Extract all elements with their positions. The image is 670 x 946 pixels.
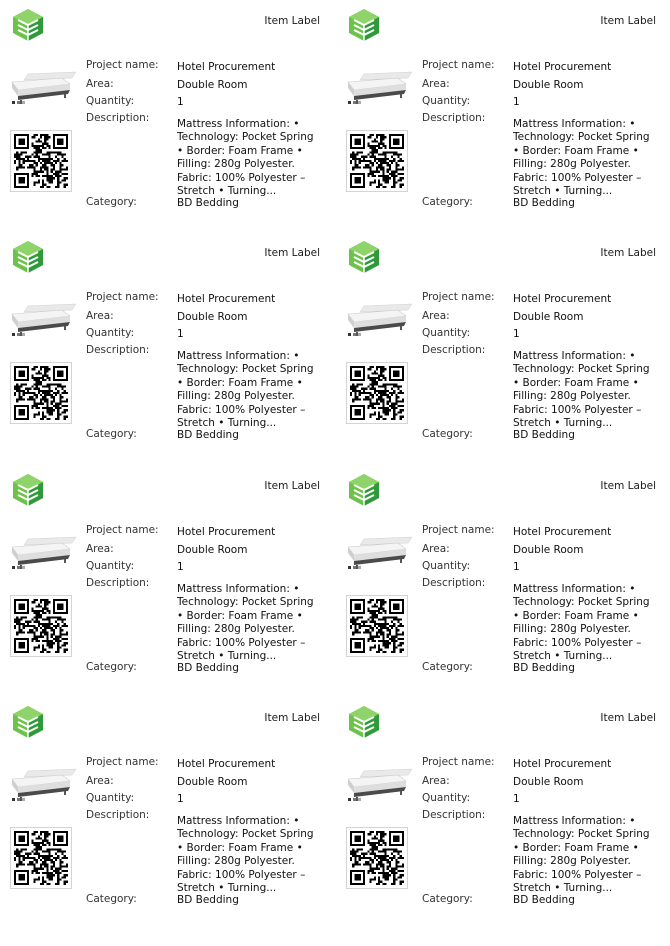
area-label: Area: [86, 310, 114, 322]
description-line: Stretch • Turning... [513, 882, 613, 895]
qr-code [346, 595, 408, 657]
area-label: Area: [86, 78, 114, 90]
area-value: Double Room [177, 544, 248, 556]
description-line: Mattress Information: • [513, 350, 636, 362]
label-title: Item Label [264, 247, 320, 259]
description-line: Stretch • Turning... [177, 185, 277, 198]
project-name-label: Project name: [86, 291, 159, 303]
mattress-image-icon [10, 765, 76, 803]
area-value: Double Room [513, 311, 584, 323]
item-label-card [336, 232, 661, 457]
description-value [513, 815, 663, 895]
area-value: Double Room [513, 776, 584, 788]
description-line: Filling: 280g Polyester. [177, 855, 295, 868]
description-line: • Border: Foam Frame • [177, 841, 303, 854]
qr-code-icon [350, 831, 404, 885]
description-line: • Border: Foam Frame • [177, 376, 303, 389]
item-label-card [336, 0, 661, 225]
description-line: Mattress Information: • [513, 118, 636, 130]
category-value: BD Bedding [177, 197, 239, 209]
label-title: Item Label [264, 480, 320, 492]
green-cube-logo-icon [348, 473, 380, 507]
project-name-value: Hotel Procurement [513, 293, 612, 305]
project-name-label: Project name: [86, 756, 159, 768]
quantity-label: Quantity: [86, 560, 135, 572]
mattress-image-icon [10, 68, 76, 106]
description-value [177, 583, 327, 663]
description-line: Filling: 280g Polyester. [513, 158, 631, 171]
category-value: BD Bedding [177, 662, 239, 674]
quantity-label: Quantity: [422, 95, 471, 107]
project-name-label: Project name: [86, 59, 159, 71]
qr-code [346, 130, 408, 192]
description-line: Fabric: 100% Polyester – [513, 403, 642, 416]
green-cube-logo-icon [12, 473, 44, 507]
item-label-card [0, 0, 325, 225]
area-value: Double Room [177, 311, 248, 323]
description-line: Technology: Pocket Spring [177, 363, 314, 376]
quantity-value: 1 [513, 328, 520, 340]
quantity-label: Quantity: [86, 792, 135, 804]
area-label: Area: [422, 310, 450, 322]
description-line: Mattress Information: • [177, 583, 300, 595]
description-line: Fabric: 100% Polyester – [513, 868, 642, 881]
category-label: Category: [86, 893, 137, 905]
description-line: Technology: Pocket Spring [177, 828, 314, 841]
item-label-card [0, 697, 325, 922]
description-line: Fabric: 100% Polyester – [177, 868, 306, 881]
project-name-label: Project name: [422, 524, 495, 536]
qr-code [10, 130, 72, 192]
description-label: Description: [422, 344, 486, 356]
category-label: Category: [86, 428, 137, 440]
qr-code [10, 362, 72, 424]
description-label: Description: [86, 577, 150, 589]
mattress-image-icon [346, 533, 412, 571]
area-label: Area: [422, 78, 450, 90]
project-name-label: Project name: [422, 291, 495, 303]
category-label: Category: [422, 661, 473, 673]
description-line: Technology: Pocket Spring [513, 131, 650, 144]
label-title: Item Label [600, 15, 656, 27]
mattress-image-icon [346, 68, 412, 106]
quantity-value: 1 [177, 96, 184, 108]
quantity-value: 1 [177, 328, 184, 340]
mattress-image-icon [10, 300, 76, 338]
description-line: Stretch • Turning... [177, 417, 277, 430]
item-label-card [336, 697, 661, 922]
area-label: Area: [422, 543, 450, 555]
qr-code-icon [14, 599, 68, 653]
description-line: Technology: Pocket Spring [513, 596, 650, 609]
category-value: BD Bedding [177, 894, 239, 906]
description-line: Stretch • Turning... [177, 882, 277, 895]
qr-code [346, 362, 408, 424]
description-line: Mattress Information: • [513, 815, 636, 827]
quantity-value: 1 [177, 561, 184, 573]
quantity-label: Quantity: [422, 560, 471, 572]
description-line: Fabric: 100% Polyester – [177, 636, 306, 649]
item-label-card [336, 465, 661, 690]
description-line: Filling: 280g Polyester. [513, 623, 631, 636]
qr-code-icon [350, 134, 404, 188]
quantity-label: Quantity: [86, 327, 135, 339]
item-label-card [0, 465, 325, 690]
qr-code [346, 827, 408, 889]
description-line: Mattress Information: • [513, 583, 636, 595]
description-line: Stretch • Turning... [513, 185, 613, 198]
description-value [177, 350, 327, 430]
description-line: • Border: Foam Frame • [513, 841, 639, 854]
label-title: Item Label [600, 247, 656, 259]
area-label: Area: [86, 543, 114, 555]
green-cube-logo-icon [348, 8, 380, 42]
category-label: Category: [86, 661, 137, 673]
mattress-image-icon [10, 533, 76, 571]
description-line: Filling: 280g Polyester. [513, 855, 631, 868]
description-line: Filling: 280g Polyester. [513, 390, 631, 403]
quantity-value: 1 [513, 793, 520, 805]
project-name-label: Project name: [422, 59, 495, 71]
description-line: Stretch • Turning... [513, 417, 613, 430]
category-label: Category: [422, 893, 473, 905]
category-value: BD Bedding [513, 429, 575, 441]
description-line: • Border: Foam Frame • [513, 376, 639, 389]
category-label: Category: [86, 196, 137, 208]
description-line: Fabric: 100% Polyester – [513, 171, 642, 184]
category-value: BD Bedding [177, 429, 239, 441]
quantity-label: Quantity: [86, 95, 135, 107]
area-value: Double Room [513, 79, 584, 91]
description-line: Mattress Information: • [177, 118, 300, 130]
description-line: Technology: Pocket Spring [513, 828, 650, 841]
green-cube-logo-icon [12, 705, 44, 739]
quantity-value: 1 [177, 793, 184, 805]
category-value: BD Bedding [513, 662, 575, 674]
qr-code [10, 827, 72, 889]
description-line: • Border: Foam Frame • [513, 144, 639, 157]
description-line: • Border: Foam Frame • [513, 609, 639, 622]
description-line: Mattress Information: • [177, 350, 300, 362]
project-name-value: Hotel Procurement [177, 293, 276, 305]
quantity-value: 1 [513, 561, 520, 573]
description-line: Stretch • Turning... [513, 650, 613, 663]
description-line: Stretch • Turning... [177, 650, 277, 663]
quantity-label: Quantity: [422, 792, 471, 804]
description-line: Mattress Information: • [177, 815, 300, 827]
mattress-image-icon [346, 765, 412, 803]
project-name-value: Hotel Procurement [177, 61, 276, 73]
description-value [513, 350, 663, 430]
category-value: BD Bedding [513, 894, 575, 906]
green-cube-logo-icon [12, 240, 44, 274]
description-label: Description: [422, 809, 486, 821]
label-title: Item Label [600, 480, 656, 492]
description-label: Description: [86, 344, 150, 356]
label-title: Item Label [600, 712, 656, 724]
description-line: Technology: Pocket Spring [177, 596, 314, 609]
qr-code-icon [350, 366, 404, 420]
project-name-label: Project name: [86, 524, 159, 536]
description-label: Description: [422, 577, 486, 589]
green-cube-logo-icon [348, 705, 380, 739]
area-value: Double Room [177, 79, 248, 91]
description-line: Technology: Pocket Spring [513, 363, 650, 376]
description-line: • Border: Foam Frame • [177, 144, 303, 157]
green-cube-logo-icon [12, 8, 44, 42]
green-cube-logo-icon [348, 240, 380, 274]
description-label: Description: [86, 809, 150, 821]
description-line: Technology: Pocket Spring [177, 131, 314, 144]
description-label: Description: [86, 112, 150, 124]
category-label: Category: [422, 428, 473, 440]
qr-code [10, 595, 72, 657]
item-label-card [0, 232, 325, 457]
category-label: Category: [422, 196, 473, 208]
project-name-value: Hotel Procurement [513, 61, 612, 73]
mattress-image-icon [346, 300, 412, 338]
label-title: Item Label [264, 15, 320, 27]
area-value: Double Room [513, 544, 584, 556]
project-name-value: Hotel Procurement [513, 526, 612, 538]
project-name-label: Project name: [422, 756, 495, 768]
qr-code-icon [14, 366, 68, 420]
project-name-value: Hotel Procurement [177, 526, 276, 538]
quantity-value: 1 [513, 96, 520, 108]
description-line: Filling: 280g Polyester. [177, 390, 295, 403]
description-value [513, 118, 663, 198]
area-label: Area: [86, 775, 114, 787]
qr-code-icon [350, 599, 404, 653]
project-name-value: Hotel Procurement [177, 758, 276, 770]
area-value: Double Room [177, 776, 248, 788]
description-line: Fabric: 100% Polyester – [177, 403, 306, 416]
description-line: Fabric: 100% Polyester – [177, 171, 306, 184]
description-line: Fabric: 100% Polyester – [513, 636, 642, 649]
qr-code-icon [14, 831, 68, 885]
description-line: Filling: 280g Polyester. [177, 158, 295, 171]
description-value [513, 583, 663, 663]
quantity-label: Quantity: [422, 327, 471, 339]
description-value [177, 118, 327, 198]
category-value: BD Bedding [513, 197, 575, 209]
label-title: Item Label [264, 712, 320, 724]
description-label: Description: [422, 112, 486, 124]
description-line: Filling: 280g Polyester. [177, 623, 295, 636]
qr-code-icon [14, 134, 68, 188]
area-label: Area: [422, 775, 450, 787]
description-line: • Border: Foam Frame • [177, 609, 303, 622]
description-value [177, 815, 327, 895]
project-name-value: Hotel Procurement [513, 758, 612, 770]
